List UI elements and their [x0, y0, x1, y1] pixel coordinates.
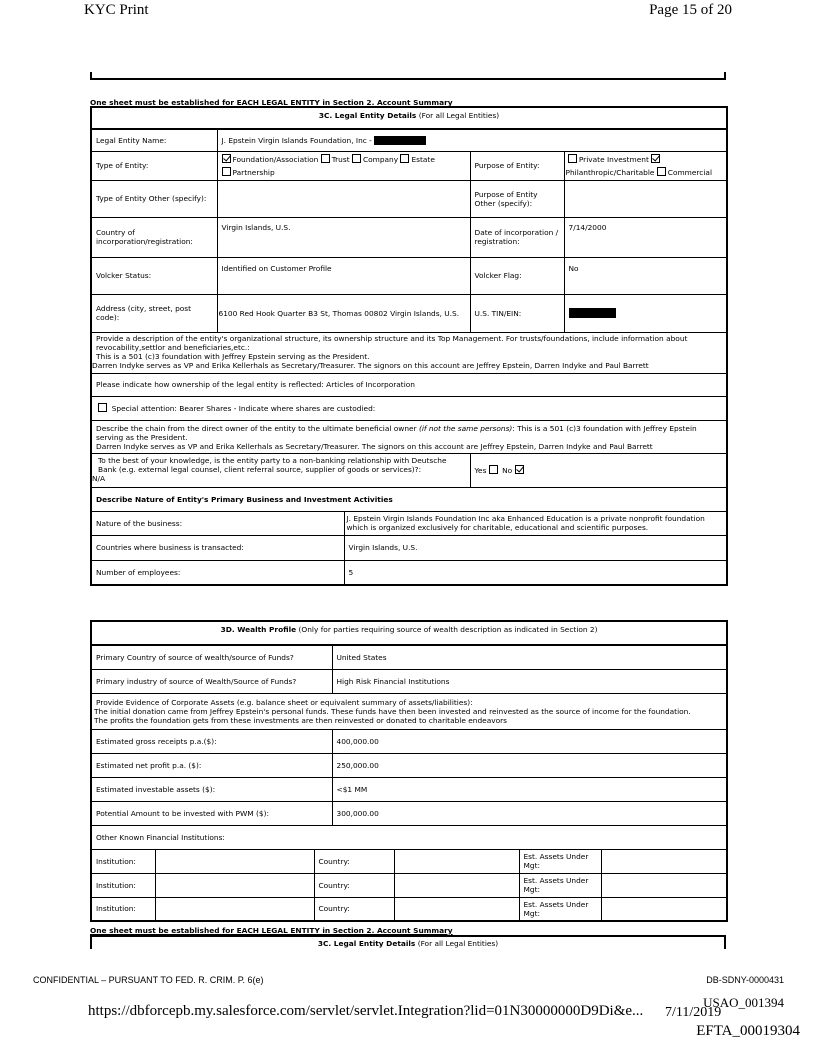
potential-amount-value: 300,000.00: [332, 801, 727, 825]
notice-top: One sheet must be established for EACH LEGAL ENTITY in Section 2. Account Summary: [90, 98, 453, 107]
type-of-entity-label: Type of Entity:: [91, 151, 217, 180]
primary-industry-value: High Risk Financial Institutions: [332, 669, 727, 693]
country-col-label: Country:: [314, 849, 394, 873]
investable-assets-value: <$1 MM: [332, 777, 727, 801]
aum-label: Est. Assets Under Mgt:: [519, 849, 601, 873]
efta-number: EFTA_00019304: [696, 1023, 800, 1039]
relationship-answer: Yes No: [470, 453, 727, 487]
checkbox-partnership[interactable]: [222, 167, 231, 176]
country-col-value: [394, 849, 519, 873]
tin-label: U.S. TIN/EIN:: [470, 294, 564, 332]
aum-value: [601, 873, 727, 897]
purpose-of-entity-label: Purpose of Entity:: [470, 151, 564, 180]
relationship-question: To the best of your knowledge, is the entity party to a non-banking relationship with Deutsche Bank (e.g. external legal counsel, client referral source, supplier of goods or services)?: N/A: [91, 453, 470, 487]
bates-number: DB-SDNY-0000431: [706, 975, 784, 985]
type-other-label: Type of Entity Other (specify):: [91, 180, 217, 217]
type-other-value: [217, 180, 470, 217]
country-col-label: Country:: [314, 897, 394, 921]
aum-value: [601, 849, 727, 873]
other-institutions-heading: Other Known Financial Institutions:: [91, 825, 727, 849]
institution-row: [91, 849, 727, 873]
primary-country-label: Primary Country of source of wealth/source of Funds?: [91, 645, 332, 669]
volcker-status-label: Volcker Status:: [91, 257, 217, 294]
institution-label: Institution:: [91, 897, 155, 921]
notice-bottom: One sheet must be established for EACH LEGAL ENTITY in Section 2. Account Summary: [90, 926, 453, 935]
section-3d-title: 3D. Wealth Profile (Only for parties requiring source of wealth description as indicated in Section 2): [91, 621, 727, 645]
section-3c-title: 3C. Legal Entity Details (For all Legal Entities): [91, 107, 727, 129]
nature-heading: Describe Nature of Entity's Primary Business and Investment Activities: [91, 487, 727, 511]
checkbox-philanthropic[interactable]: [651, 154, 660, 163]
type-of-entity-options: Foundation/Association Trust Company Estate Partnership: [217, 151, 470, 180]
aum-label: Est. Assets Under Mgt:: [519, 897, 601, 921]
country-label: Country of incorporation/registration:: [91, 217, 217, 257]
address-value: 6100 Red Hook Quarter B3 St, Thomas 00802 Virgin Islands, U.S.: [217, 294, 470, 332]
bearer-shares-cell: Special attention: Bearer Shares - Indicate where shares are custodied:: [91, 396, 727, 420]
checkbox-private-investment[interactable]: [568, 154, 577, 163]
nature-value: J. Epstein Virgin Islands Foundation Inc aka Enhanced Education is a private nonprofit foundation which is organized exclusively for charitable, educational and scientific purposes.: [344, 511, 727, 535]
description-cell: Provide a description of the entity's organizational structure, its ownership structure and its Top Management. For trusts/foundations, include information about revocability,settlor and beneficiaries,etc.: This is a 501 (c)3 foundation with Jeffrey Epstein serving as the President. Darren Indyke serves as VP and Erika Kellerhals as Secretary/Treasurer. The signors on this account are Jeffrey Epstein, Darren Indyke and Paul Barrett: [91, 332, 727, 373]
investable-assets-label: Estimated investable assets ($):: [91, 777, 332, 801]
checkbox-commercial[interactable]: [657, 167, 666, 176]
primary-country-value: United States: [332, 645, 727, 669]
aum-label: Est. Assets Under Mgt:: [519, 873, 601, 897]
country-col-value: [394, 873, 519, 897]
institution-value: [155, 849, 314, 873]
purpose-other-label: Purpose of Entity Other (specify):: [470, 180, 564, 217]
checkbox-estate[interactable]: [400, 154, 409, 163]
countries-value: Virgin Islands, U.S.: [344, 535, 727, 560]
institution-label: Institution:: [91, 849, 155, 873]
institution-row: [91, 873, 727, 897]
date-label: Date of incorporation / registration:: [470, 217, 564, 257]
country-col-value: [394, 897, 519, 921]
purpose-of-entity-options: Private Investment Philanthropic/Charitable Commercial: [564, 151, 727, 180]
institution-value: [155, 897, 314, 921]
gross-receipts-label: Estimated gross receipts p.a.($):: [91, 729, 332, 753]
institution-value: [155, 873, 314, 897]
employees-value: 5: [344, 560, 727, 585]
purpose-other-value: [564, 180, 727, 217]
checkbox-foundation[interactable]: [222, 154, 231, 163]
top-divider: [90, 72, 726, 80]
net-profit-value: 250,000.00: [332, 753, 727, 777]
checkbox-trust[interactable]: [321, 154, 330, 163]
volcker-flag-label: Volcker Flag:: [470, 257, 564, 294]
country-col-label: Country:: [314, 873, 394, 897]
country-value: Virgin Islands, U.S.: [217, 217, 470, 257]
legal-entity-name-label: Legal Entity Name:: [91, 129, 217, 151]
next-section-header: 3C. Legal Entity Details (For all Legal Entities): [90, 935, 726, 949]
source-url: https://dbforcepb.my.salesforce.com/servlet/servlet.Integration?lid=01N30000000D9Di&e...: [88, 1003, 644, 1019]
legal-entity-details-table: [90, 106, 728, 586]
legal-entity-name-value: J. Epstein Virgin Islands Foundation, Inc -: [217, 129, 727, 151]
date-value: 7/14/2000: [564, 217, 727, 257]
redaction-box: [374, 136, 426, 145]
net-profit-label: Estimated net profit p.a. ($):: [91, 753, 332, 777]
confidential-notice: CONFIDENTIAL – PURSUANT TO FED. R. CRIM. P. 6(e): [33, 975, 264, 985]
page-number: Page 15 of 20: [649, 2, 732, 18]
nature-label: Nature of the business:: [91, 511, 344, 535]
potential-amount-label: Potential Amount to be invested with PWM ($):: [91, 801, 332, 825]
gross-receipts-value: 400,000.00: [332, 729, 727, 753]
chain-of-ownership-cell: Describe the chain from the direct owner of the entity to the ultimate beneficial owner (if not the same persons): This is a 501 (c)3 foundation with Jeffrey Epstein serving as the President. Darren Indyke serves as VP and Erika Kellerhals as Secretary/Treasurer. The signors on this account are Jeffrey Epstein, Darren Indyke and Paul Barrett: [91, 420, 727, 453]
institution-label: Institution:: [91, 873, 155, 897]
wealth-profile-table: [90, 620, 728, 922]
employees-label: Number of employees:: [91, 560, 344, 585]
usao-number: USAO_001394: [703, 995, 784, 1010]
address-label: Address (city, street, post code):: [91, 294, 217, 332]
primary-industry-label: Primary industry of source of Wealth/Source of Funds?: [91, 669, 332, 693]
ownership-cell: Please indicate how ownership of the legal entity is reflected: Articles of Incorporation: [91, 373, 727, 396]
checkbox-yes[interactable]: [489, 465, 498, 474]
countries-label: Countries where business is transacted:: [91, 535, 344, 560]
checkbox-no[interactable]: [515, 465, 524, 474]
checkbox-bearer-shares[interactable]: [98, 403, 107, 412]
institution-row: [91, 897, 727, 921]
volcker-status-value: Identified on Customer Profile: [217, 257, 470, 294]
tin-value: [564, 294, 727, 332]
aum-value: [601, 897, 727, 921]
volcker-flag-value: No: [564, 257, 727, 294]
redaction-box: [569, 308, 616, 318]
print-header-title: KYC Print: [84, 2, 149, 18]
evidence-cell: Provide Evidence of Corporate Assets (e.g. balance sheet or equivalent summary of assets/liabilities): The initial donation came from Jeffrey Epstein's personal funds. These funds have then been invested and reinvested as the source of income for the foundation. The profits the foundation gets from these investments are then reinvested or donated to charitable endeavors: [91, 693, 727, 729]
print-date: 7/11/2019: [665, 1005, 722, 1020]
checkbox-company[interactable]: [352, 154, 361, 163]
